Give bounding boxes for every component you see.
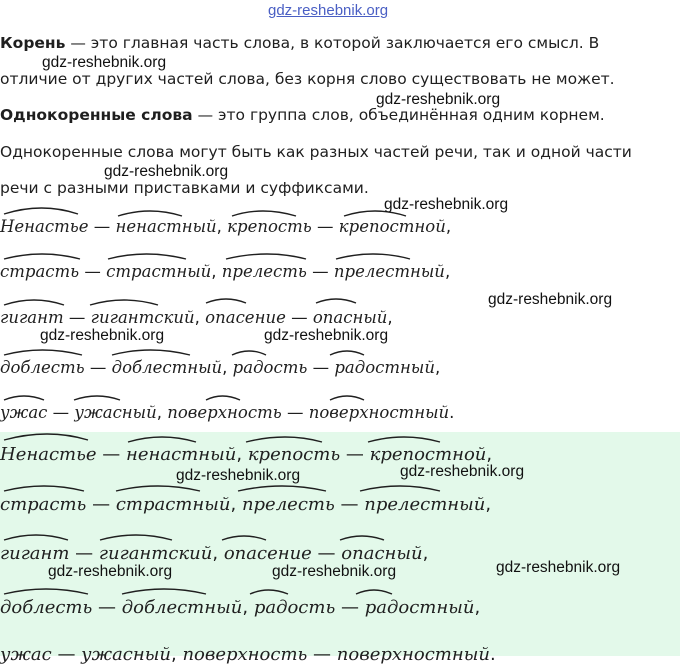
example-word: ужас — [0, 644, 52, 665]
comma: , — [156, 403, 168, 422]
watermark: gdz-reshebnik.org — [176, 467, 301, 484]
highlighted-line-5 — [0, 644, 496, 665]
watermark: gdz-reshebnik.org — [272, 563, 397, 580]
comma: , — [216, 217, 228, 236]
example-word: доблестный — [121, 597, 243, 618]
example-word: страстный — [106, 262, 212, 281]
comma: , — [211, 262, 222, 281]
example-word: прелестный — [333, 262, 445, 281]
watermark: gdz-reshebnik.org — [42, 54, 167, 71]
example-word: опасение — [223, 543, 312, 564]
root-arc — [4, 350, 82, 355]
example-word: страстный — [115, 494, 231, 515]
dash: — — [51, 644, 82, 665]
example-line-1 — [0, 217, 451, 236]
comma: , — [445, 217, 452, 236]
comma: , — [486, 444, 493, 465]
example-word: поверхность — [182, 644, 308, 665]
root-arc — [118, 211, 182, 216]
term-cognates: Однокоренные слова — [0, 106, 193, 124]
term-root: Корень — [0, 34, 66, 52]
watermark: gdz-reshebnik.org — [400, 463, 525, 480]
example-word: опасный — [312, 308, 388, 327]
root-arc — [316, 299, 356, 303]
example-word: ужасный — [74, 403, 157, 422]
dash: — — [63, 308, 91, 327]
example-word: доблесть — [0, 597, 93, 618]
dash: — — [340, 444, 370, 465]
comma: , — [212, 543, 224, 564]
comma: , — [444, 262, 451, 281]
example-word: ненастный — [115, 217, 217, 236]
example-line-4 — [0, 358, 440, 377]
example-word: страсть — [0, 494, 87, 515]
comma: , — [242, 597, 254, 618]
dash: — — [311, 543, 342, 564]
example-word: прелесть — [241, 494, 335, 515]
dash: — — [285, 308, 313, 327]
dash: — — [84, 358, 112, 377]
example-word: опасный — [341, 543, 423, 564]
root-definition-text: — это главная часть слова, в которой заключается его смысл. В — [65, 34, 600, 52]
root-arc — [4, 396, 44, 400]
watermark: gdz-reshebnik.org — [264, 327, 389, 344]
watermark: gdz-reshebnik.org — [40, 327, 165, 344]
example-word: поверхностный — [308, 403, 450, 422]
highlighted-line-2 — [0, 494, 491, 515]
example-word: гигант — [0, 543, 70, 564]
example-word: радость — [232, 358, 308, 377]
comma: , — [387, 308, 393, 327]
cognates-note-line2: речи с разными приставками и суффиксами. — [0, 179, 369, 197]
example-word: крепость — [247, 444, 341, 465]
comma: , — [222, 358, 233, 377]
example-word: поверхностный — [336, 644, 490, 665]
root-arc — [336, 254, 410, 259]
watermark-top[interactable]: gdz-reshebnik.org — [268, 2, 389, 19]
example-word: гигантский — [98, 543, 213, 564]
example-line-3 — [0, 308, 393, 327]
dash: — — [86, 494, 116, 515]
example-word: Ненастье — [0, 217, 89, 236]
example-word: ужас — [0, 403, 48, 422]
comma: , — [236, 444, 248, 465]
highlighted-line-4 — [0, 597, 480, 618]
example-word: радостный — [334, 358, 435, 377]
highlighted-line-1 — [0, 444, 492, 465]
watermark: gdz-reshebnik.org — [48, 563, 173, 580]
highlighted-line-3 — [0, 543, 428, 564]
dash: — — [79, 262, 107, 281]
dash: — — [69, 543, 99, 564]
root-arc — [206, 396, 240, 400]
dash: — — [311, 217, 339, 236]
watermark: gdz-reshebnik.org — [496, 559, 621, 576]
example-word: крепостной — [338, 217, 446, 236]
root-arc — [4, 300, 64, 305]
example-word: прелесть — [221, 262, 307, 281]
example-word: ненастный — [126, 444, 237, 465]
cognates-note-line1: Однокоренные слова могут быть как разных частей речи, так и одной части — [0, 143, 632, 161]
root-arc — [330, 351, 364, 355]
comma: , — [194, 308, 206, 327]
dash: — — [307, 644, 337, 665]
dash: — — [47, 403, 75, 422]
example-word: гигантский — [90, 308, 195, 327]
root-arc — [74, 396, 120, 400]
comma: . — [489, 644, 496, 665]
comma: . — [449, 403, 455, 422]
example-word: Ненастье — [0, 444, 97, 465]
root-definition-line2: отличие от других частей слова, без корня слово существовать не может. — [0, 70, 615, 88]
root-arc — [206, 299, 246, 303]
watermark: gdz-reshebnik.org — [376, 91, 501, 108]
cognates-definition-text: — это группа слов, объединённая одним корнем. — [192, 106, 605, 124]
example-word: гигант — [0, 308, 64, 327]
comma: , — [171, 644, 183, 665]
example-word: крепостной — [369, 444, 487, 465]
dash: — — [335, 597, 365, 618]
dash: — — [306, 262, 334, 281]
example-word: радость — [253, 597, 336, 618]
cognates-definition — [0, 106, 605, 124]
example-word: доблесть — [0, 358, 85, 377]
comma: , — [485, 494, 492, 515]
dash: — — [92, 597, 122, 618]
example-line-5 — [0, 403, 454, 422]
root-arc — [232, 211, 296, 216]
example-word: крепость — [227, 217, 312, 236]
example-word: прелестный — [364, 494, 486, 515]
root-arc — [232, 351, 266, 355]
dash: — — [307, 358, 335, 377]
root-arc — [112, 350, 190, 355]
dash: — — [334, 494, 365, 515]
root-arc — [4, 208, 78, 214]
root-arc — [330, 396, 364, 400]
example-word: опасение — [205, 308, 286, 327]
root-arc — [108, 254, 186, 259]
comma: , — [474, 597, 481, 618]
dash: — — [96, 444, 126, 465]
example-word: доблестный — [111, 358, 223, 377]
example-line-2 — [0, 262, 450, 281]
example-word: страсть — [0, 262, 80, 281]
comma: , — [230, 494, 242, 515]
watermark: gdz-reshebnik.org — [104, 163, 229, 180]
comma: , — [422, 543, 429, 564]
root-arc — [226, 254, 306, 259]
example-word: радостный — [364, 597, 475, 618]
root-arc — [90, 300, 158, 305]
example-word: поверхность — [167, 403, 282, 422]
watermark: gdz-reshebnik.org — [488, 291, 613, 308]
dash: — — [88, 217, 116, 236]
dash: — — [281, 403, 309, 422]
watermark: gdz-reshebnik.org — [384, 196, 509, 213]
root-definition-line1 — [0, 34, 599, 52]
comma: , — [434, 358, 441, 377]
example-word: ужасный — [81, 644, 171, 665]
root-arc — [4, 254, 80, 259]
